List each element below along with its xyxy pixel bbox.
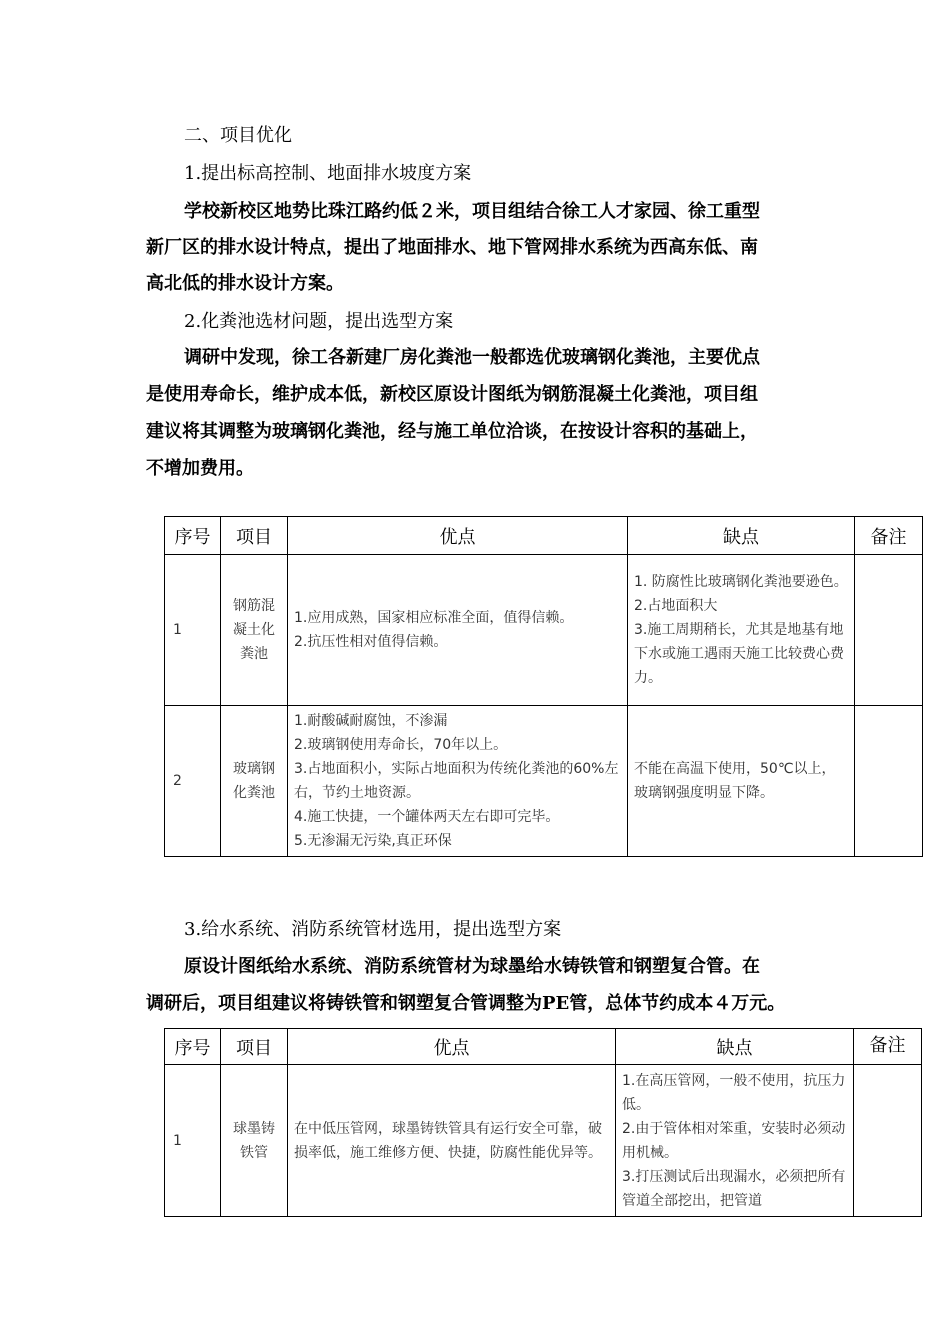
header-item: 项目 [221, 517, 288, 555]
row-item: 钢筋混凝土化粪池 [221, 555, 288, 706]
table-header-row [165, 517, 923, 555]
row-no: 1 [165, 555, 221, 706]
item1-heading: 1.提出标高控制、地面排水坡度方案 [184, 163, 472, 184]
header-no: 序号 [165, 517, 221, 555]
table-row [165, 706, 923, 857]
item2-para-line: 调研中发现，徐工各新建厂房化粪池一般都选优玻璃钢化粪池，主要优点 [184, 347, 760, 368]
pros-line: 在中低压管网，球墨铸铁管具有运行安全可靠，破损率低，施工维修方便、快捷，防腐性能优异等。 [294, 1120, 602, 1161]
row-cons [616, 1065, 854, 1217]
cons-line: 1.在高压管网，一般不使用，抗压力低。 [622, 1072, 846, 1113]
cons-line: 不能在高温下使用，50℃以上，玻璃钢强度明显下降。 [634, 761, 836, 801]
item3-para-line: 调研后，项目组建议将铸铁管和钢塑复合管调整为PE管，总体节约成本４万元。 [146, 993, 786, 1014]
header-item: 项目 [221, 1029, 288, 1065]
item3-para-line: 原设计图纸给水系统、消防系统管材为球墨给水铸铁管和钢塑复合管。在 [184, 956, 760, 977]
item1-para-line: 学校新校区地势比珠江路约低２米，项目组结合徐工人才家园、徐工重型 [184, 201, 760, 222]
section-title: 二、项目优化 [184, 125, 292, 146]
row-no: 1 [165, 1065, 221, 1217]
cons-line: 2.由于管体相对笨重，安装时必须动用机械。 [622, 1120, 846, 1161]
cons-line: 3.施工周期稍长，尤其是地基有地下水或施工遇雨天施工比较费心费力。 [634, 622, 844, 686]
cons-line: 1. 防腐性比玻璃钢化粪池要逊色。 [634, 574, 848, 590]
header-cons: 缺点 [628, 517, 855, 555]
cons-line: 3.打压测试后出现漏水，必须把所有管道全部挖出，把管道 [622, 1168, 846, 1209]
row-cons [628, 706, 855, 857]
header-no: 序号 [165, 1029, 221, 1065]
cons-line: 2.占地面积大 [634, 598, 718, 614]
table-header-row [165, 1029, 922, 1065]
pros-line: 2.玻璃钢使用寿命长，70年以上。 [294, 737, 508, 753]
item2-para-line: 不增加费用。 [146, 458, 254, 479]
header-pros: 优点 [288, 1029, 616, 1065]
item3-heading: 3.给水系统、消防系统管材选用，提出选型方案 [184, 919, 562, 940]
header-cons: 缺点 [616, 1029, 854, 1065]
row-item: 球墨铸铁管 [221, 1065, 288, 1217]
row-pros [288, 706, 628, 857]
row-no: 2 [165, 706, 221, 857]
item2-para-line: 建议将其调整为玻璃钢化粪池，经与施工单位洽谈，在按设计容积的基础上， [146, 421, 758, 442]
pros-line: 3.占地面积小，实际占地面积为传统化粪池的60%左右，节约土地资源。 [294, 761, 619, 801]
row-note [855, 555, 923, 706]
item1-para-line: 新厂区的排水设计特点，提出了地面排水、地下管网排水系统为西高东低、南 [146, 237, 758, 258]
row-note [855, 706, 923, 857]
septic-tank-comparison-table [164, 516, 923, 857]
table-row [165, 555, 923, 706]
row-pros [288, 555, 628, 706]
item2-para-line: 是使用寿命长，维护成本低，新校区原设计图纸为钢筋混凝土化粪池，项目组 [146, 384, 758, 405]
item1-para-line: 高北低的排水设计方案。 [146, 273, 344, 294]
header-note: 备注 [855, 517, 923, 555]
header-note: 备注 [854, 1029, 922, 1065]
item2-heading: 2.化粪池选材问题，提出选型方案 [184, 311, 454, 332]
row-cons [628, 555, 855, 706]
pros-line: 2.抗压性相对值得信赖。 [294, 634, 448, 650]
pros-line: 4.施工快捷，一个罐体两天左右即可完毕。 [294, 809, 560, 825]
pros-line: 1.应用成熟，国家相应标准全面，值得信赖。 [294, 610, 574, 626]
pipe-comparison-table [164, 1028, 922, 1217]
row-note [854, 1065, 922, 1217]
row-pros [288, 1065, 616, 1217]
table-row [165, 1065, 922, 1217]
header-pros: 优点 [288, 517, 628, 555]
row-item: 玻璃钢化粪池 [221, 706, 288, 857]
pros-line: 1.耐酸碱耐腐蚀，不渗漏 [294, 713, 448, 729]
pros-line: 5.无渗漏无污染,真正环保 [294, 833, 452, 849]
